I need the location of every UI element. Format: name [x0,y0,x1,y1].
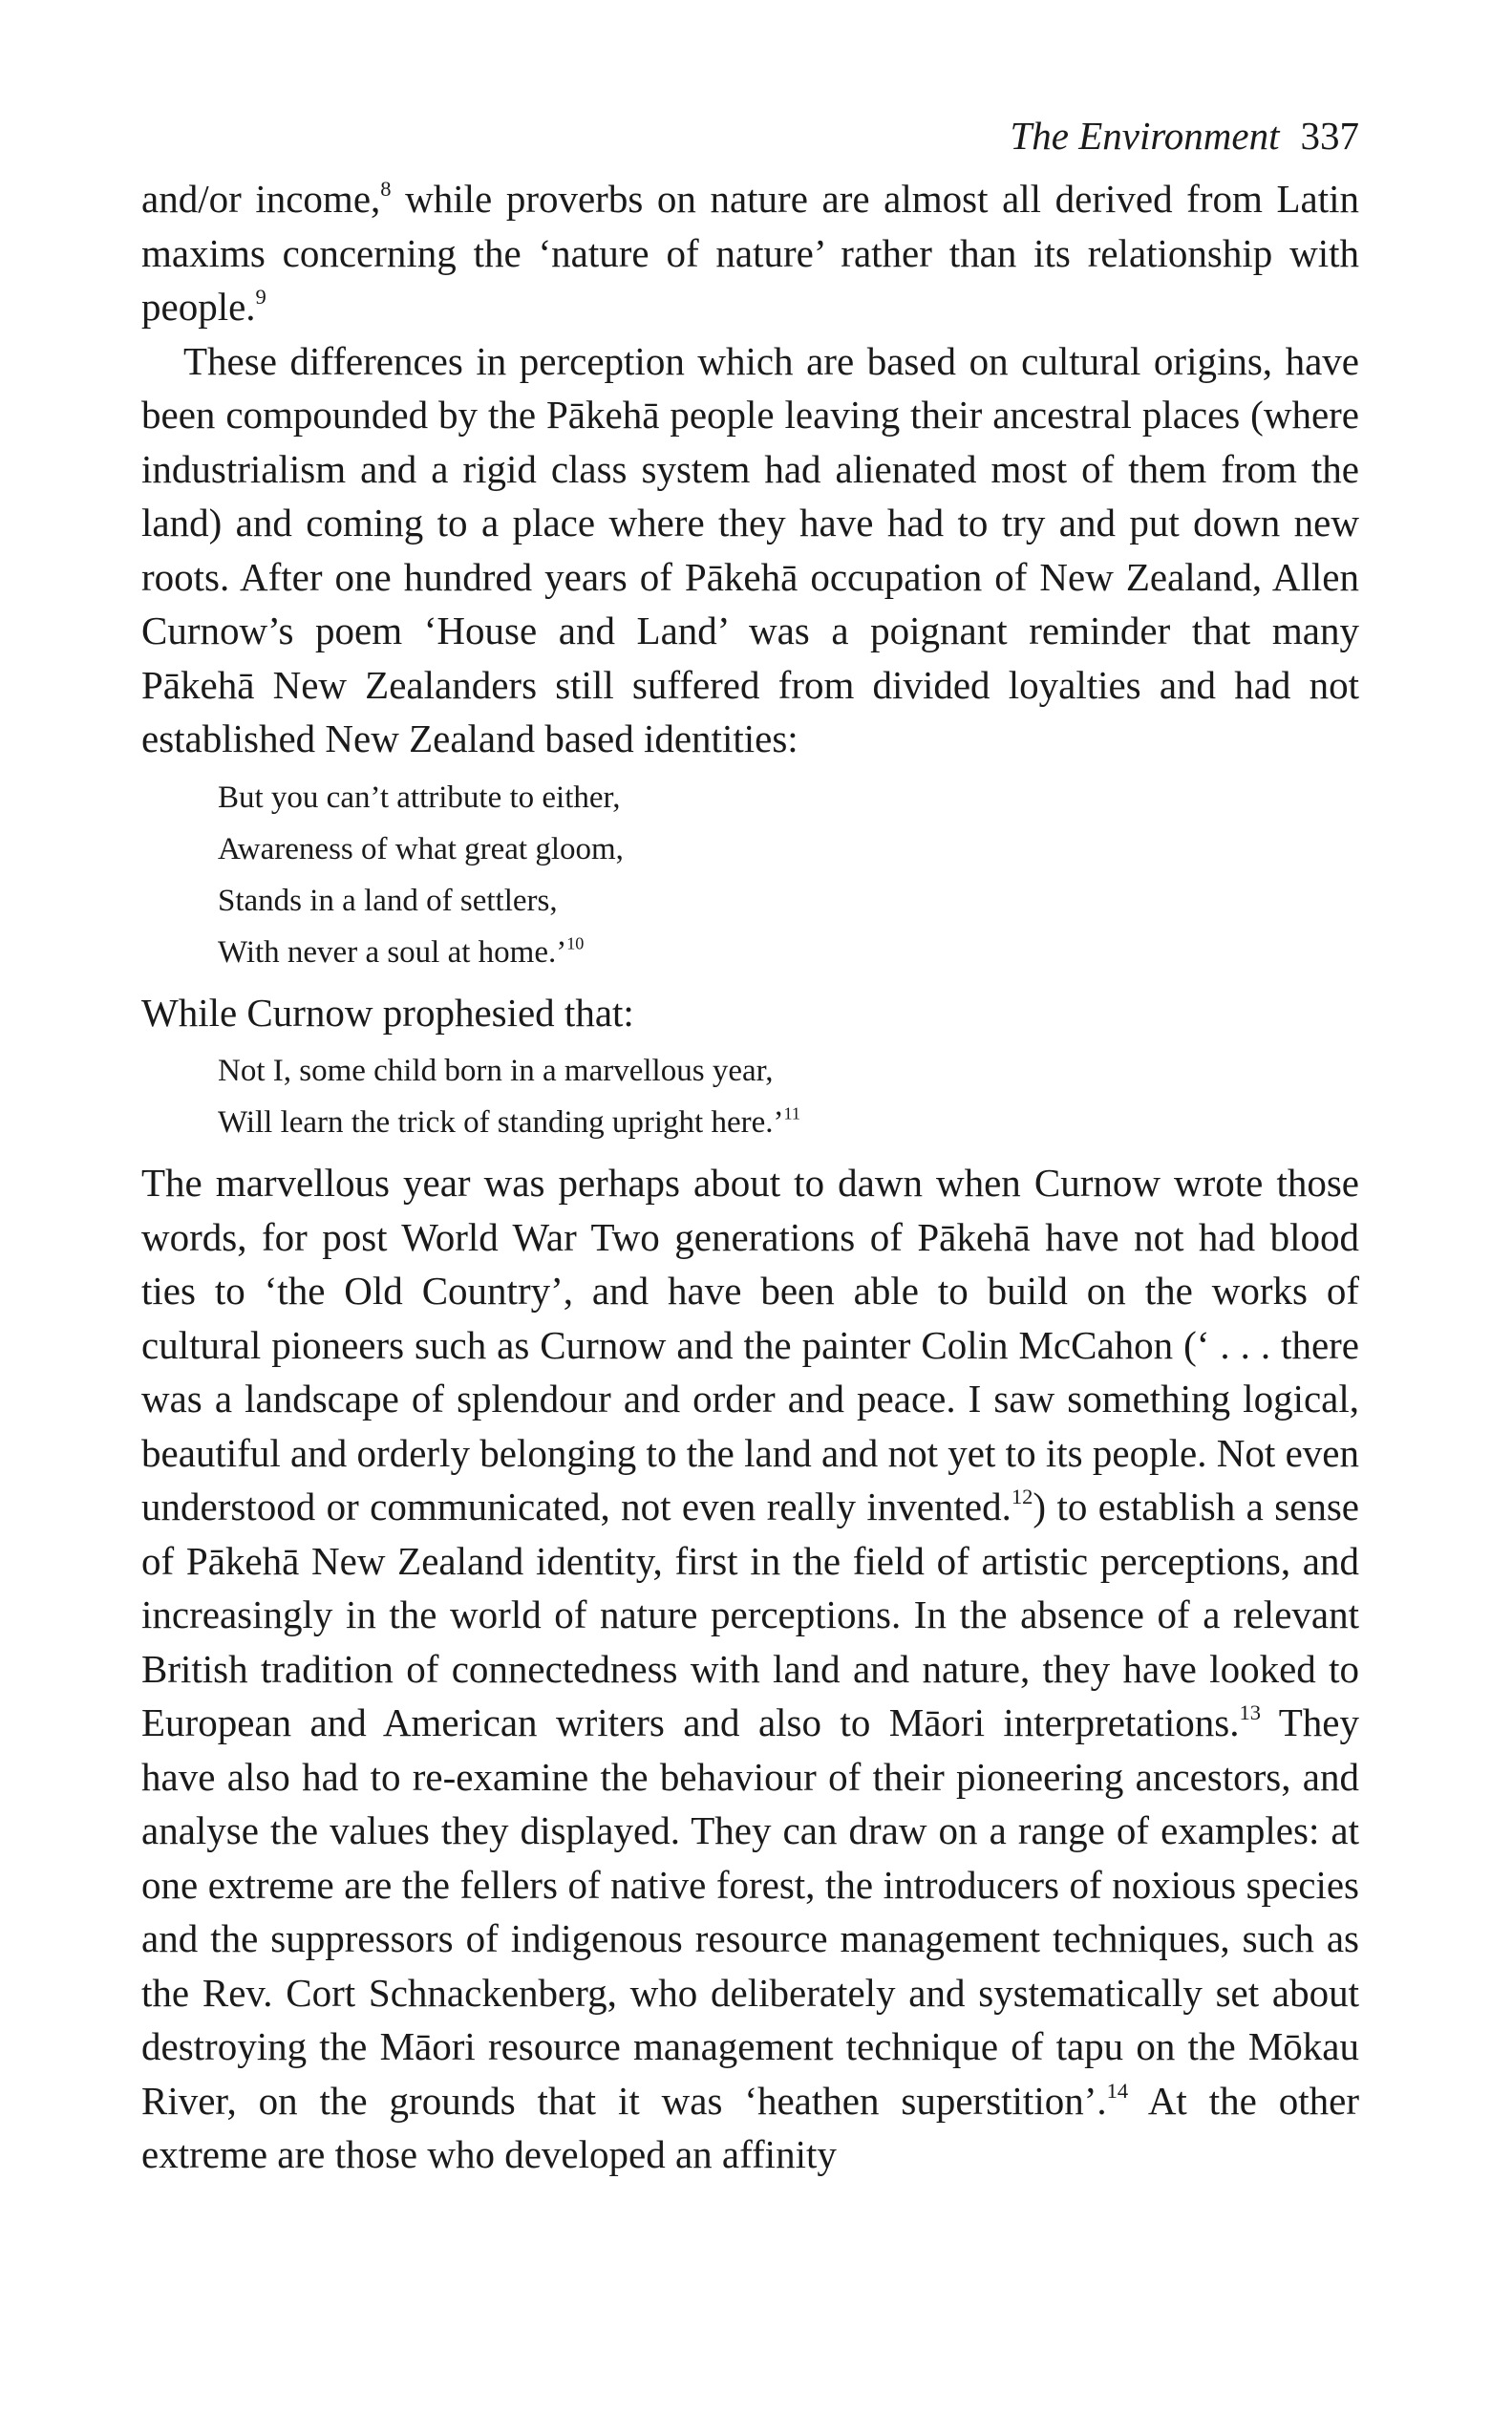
verse-2-line-2 [218,1097,1359,1148]
paragraph-3: While Curnow prophesied that: [141,990,634,1035]
footnote-ref-14: 14 [1106,2078,1129,2103]
verse-quote-2 [218,1045,1359,1148]
verse-2-line-1: Not I, some child born in a marvellous year, [218,1054,774,1088]
footnote-ref-10: 10 [566,932,585,952]
verse-2-line-2-text: Will learn the trick of standing upright here.’ [218,1105,784,1140]
running-head-title: The Environment [1010,114,1280,158]
paragraph-2: These differences in perception which are based on cultural origins, have been compounded by the Pākehā people leaving their ancestral places (where industrialism and a rigid class system had alienated most of them from the land) and coming to a place where they have had to try and put down new roots. After one hundred years of Pākehā occupation of New Zealand, Allen Curnow’s poem ‘House and Land’ was a poignant reminder that many Pākehā New Zealanders still suffered from divided loyalties and had not established New Zealand based identities: [141,338,1359,760]
paragraph-1-text-b: while proverbs on nature are almost all derived from Latin maxims concerning the ‘nature of nature’ rather than its relationship with people. [141,177,1359,329]
footnote-ref-8: 8 [380,177,392,202]
footnote-ref-12: 12 [1011,1485,1033,1509]
footnote-ref-9: 9 [255,285,266,310]
paragraph-4-text-c: They have also had to re-examine the behaviour of their pioneering ancestors, and analyse the values they displayed. They can draw on a range of examples: at one extreme are the fellers of native forest, the introducers of noxious species and the suppressors of indigenous resource management techniques, such as the Rev. Cort Schnackenberg, who deliberately and systematically set about destroying the Māori resource management technique of tapu on the Mōkau River, on the grounds that it was ‘heathen superstition’. [141,1700,1359,2123]
footnote-ref-11: 11 [783,1103,800,1123]
page-number: 337 [1300,114,1359,158]
paragraph-1-text-a: and/or income, [141,177,381,221]
running-head [141,113,1359,159]
paragraph-4-text-a: The marvellous year was perhaps about to dawn when Curnow wrote those words, for post World War Two generations of Pākehā have not had blood ties to ‘the Old Country’, and have been able to build on the works of cultural pioneers such as Curnow and the painter Colin McCahon (‘ . . . there was a landscape of splendour and order and peace. I saw something logical, beautiful and orderly belonging to the land and not yet to its people. Not even understood or communicated, not even really invented. [141,1161,1359,1528]
verse-1-line-2: Awareness of what great gloom, [218,831,624,866]
paragraph-4 [141,1156,1359,2182]
paragraph-4-text-b: ) to establish a sense of Pākehā New Zealand identity, first in the field of artistic perceptions, and increasingly in the world of nature perceptions. In the absence of a relevant British tradition of connectedness with land and nature, they have looked to European and American writers and also to Māori interpretations. [141,1485,1359,1744]
paragraph-4-text-d: At the other extreme are those who developed an affinity [141,2078,1359,2176]
footnote-ref-13: 13 [1239,1700,1262,1725]
verse-1-line-4 [218,927,1359,978]
paragraph-1 [141,172,1359,334]
verse-1-line-3: Stands in a land of settlers, [218,883,558,918]
verse-1-line-4-text: With never a soul at home.’ [218,934,567,970]
verse-1-line-1: But you can’t attribute to either, [218,780,621,815]
verse-quote-1 [218,772,1359,978]
